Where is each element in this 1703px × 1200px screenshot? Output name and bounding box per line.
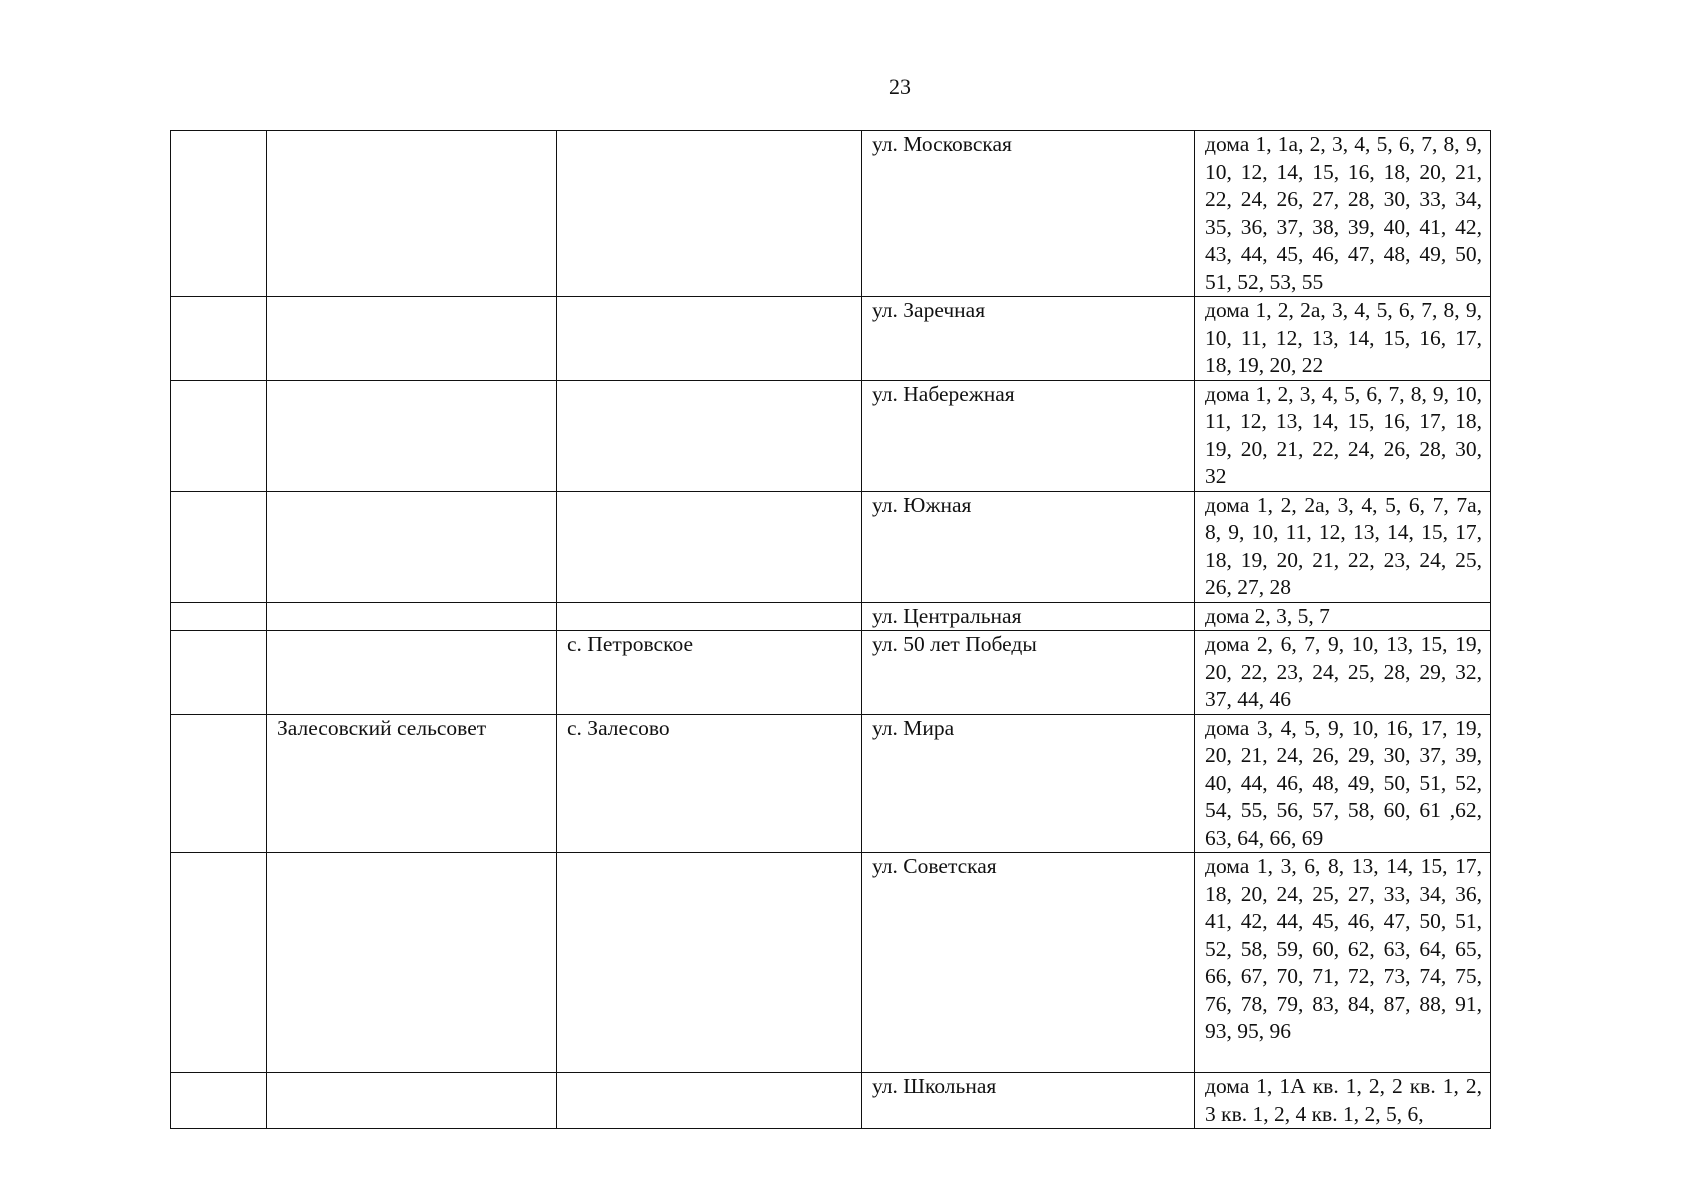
houses-cell: дома 3, 4, 5, 9, 10, 16, 17, 19, 20, 21, 24, 26, 29, 30, 37, 39, 40, 44, 46, 48, 49, 50, 51, 52, 54, 55, 56, 57, 58, 60, 61 ,62, 63, 64, 66, 69: [1195, 714, 1491, 853]
row-number-cell: [171, 714, 267, 853]
council-cell: [267, 853, 557, 1073]
table-row: [171, 602, 1491, 631]
row-number-cell: [171, 853, 267, 1073]
street-cell: ул. Школьная: [862, 1073, 1195, 1129]
street-cell: ул. Советская: [862, 853, 1195, 1073]
table-row: [171, 380, 1491, 491]
houses-cell: дома 1, 2, 2а, 3, 4, 5, 6, 7, 7а, 8, 9, 10, 11, 12, 13, 14, 15, 17, 18, 19, 20, 21, 22, 23, 24, 25, 26, 27, 28: [1195, 491, 1491, 602]
row-number-cell: [171, 631, 267, 715]
council-cell: [267, 297, 557, 381]
table-row: [171, 631, 1491, 715]
row-number-cell: [171, 602, 267, 631]
row-number-cell: [171, 380, 267, 491]
council-cell: Залесовский сельсовет: [267, 714, 557, 853]
table-row: [171, 491, 1491, 602]
council-cell: [267, 631, 557, 715]
street-cell: ул. Набережная: [862, 380, 1195, 491]
settlement-cell: [557, 380, 862, 491]
settlement-cell: с. Залесово: [557, 714, 862, 853]
table-row: [171, 297, 1491, 381]
council-cell: [267, 380, 557, 491]
row-number-cell: [171, 131, 267, 297]
houses-cell: дома 1, 1а, 2, 3, 4, 5, 6, 7, 8, 9, 10, 12, 14, 15, 16, 18, 20, 21, 22, 24, 26, 27, 28, 30, 33, 34, 35, 36, 37, 38, 39, 40, 41, 42, 43, 44, 45, 46, 47, 48, 49, 50, 51, 52, 53, 55: [1195, 131, 1491, 297]
settlement-cell: [557, 131, 862, 297]
houses-cell: дома 1, 2, 3, 4, 5, 6, 7, 8, 9, 10, 11, 12, 13, 14, 15, 16, 17, 18, 19, 20, 21, 22, 24, 26, 28, 30, 32: [1195, 380, 1491, 491]
address-table: [170, 130, 1491, 1129]
council-cell: [267, 491, 557, 602]
council-cell: [267, 602, 557, 631]
houses-cell: дома 1, 3, 6, 8, 13, 14, 15, 17, 18, 20, 24, 25, 27, 33, 34, 36, 41, 42, 44, 45, 46, 47, 50, 51, 52, 58, 59, 60, 62, 63, 64, 65, 66, 67, 70, 71, 72, 73, 74, 75, 76, 78, 79, 83, 84, 87, 88, 91, 93, 95, 96: [1195, 853, 1491, 1073]
row-number-cell: [171, 491, 267, 602]
settlement-cell: [557, 602, 862, 631]
settlement-cell: [557, 1073, 862, 1129]
street-cell: ул. Заречная: [862, 297, 1195, 381]
settlement-cell: [557, 853, 862, 1073]
street-cell: ул. Мира: [862, 714, 1195, 853]
council-cell: [267, 131, 557, 297]
settlement-cell: [557, 297, 862, 381]
table-row: [171, 1073, 1491, 1129]
page-number: 23: [889, 74, 911, 99]
settlement-cell: [557, 491, 862, 602]
street-cell: ул. Московская: [862, 131, 1195, 297]
row-number-cell: [171, 297, 267, 381]
street-cell: ул. Южная: [862, 491, 1195, 602]
settlement-cell: с. Петровское: [557, 631, 862, 715]
houses-cell: дома 1, 1А кв. 1, 2, 2 кв. 1, 2, 3 кв. 1, 2, 4 кв. 1, 2, 5, 6,: [1195, 1073, 1491, 1129]
table-row: [171, 714, 1491, 853]
houses-cell: дома 1, 2, 2а, 3, 4, 5, 6, 7, 8, 9, 10, 11, 12, 13, 14, 15, 16, 17, 18, 19, 20, 22: [1195, 297, 1491, 381]
table-row: [171, 131, 1491, 297]
houses-cell: дома 2, 6, 7, 9, 10, 13, 15, 19, 20, 22, 23, 24, 25, 28, 29, 32, 37, 44, 46: [1195, 631, 1491, 715]
table-row: [171, 853, 1491, 1073]
street-cell: ул. Центральная: [862, 602, 1195, 631]
row-number-cell: [171, 1073, 267, 1129]
street-cell: ул. 50 лет Победы: [862, 631, 1195, 715]
houses-cell: дома 2, 3, 5, 7: [1195, 602, 1491, 631]
council-cell: [267, 1073, 557, 1129]
